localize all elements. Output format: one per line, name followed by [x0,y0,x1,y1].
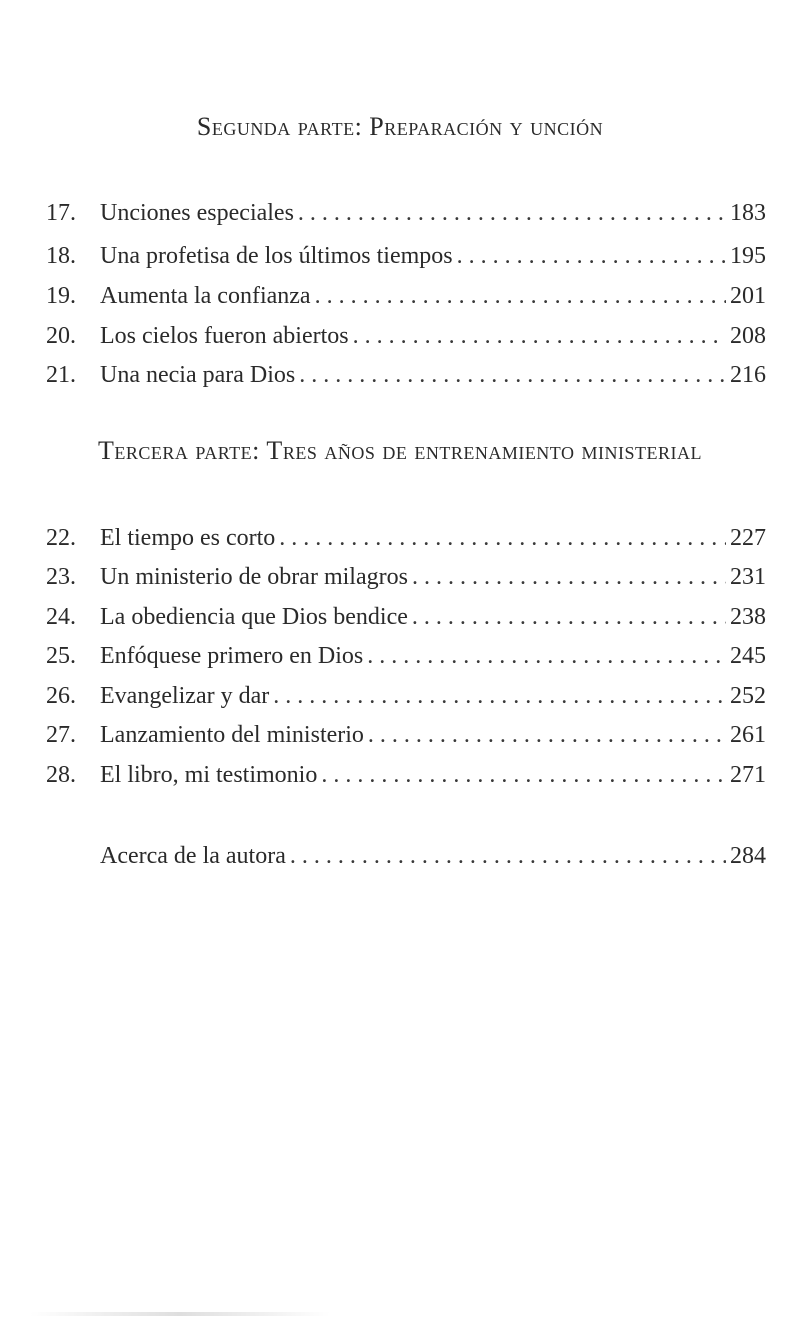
dot-leader [457,237,726,275]
entry-title: La obediencia que Dios bendice [100,604,408,630]
entry-title: Enfóquese primero en Dios [100,643,364,669]
toc-entry [46,356,766,394]
toc-entry-appendix [46,837,766,875]
entry-title: Una necia para Dios [100,362,296,388]
entry-page: 261 [730,722,766,748]
entry-page: 216 [730,362,766,388]
scan-smudge [30,1312,330,1316]
entry-number: 28. [46,762,76,788]
entry-number: 23. [46,564,76,590]
dot-leader [353,317,726,355]
entry-title: Acerca de la autora [100,843,286,869]
dot-leader [412,598,726,636]
section-title-tercera-parte: Tercera parte: Tres años de entrenamiento ministerial [98,436,702,465]
entry-number: 26. [46,683,76,709]
toc-entry [46,237,766,275]
dot-leader [279,519,726,557]
entry-title: Unciones especiales [100,200,294,226]
entry-page: 284 [730,843,766,869]
toc-entry [46,519,766,557]
entry-page: 238 [730,604,766,630]
entry-title: Un ministerio de obrar milagros [100,564,408,590]
entry-page: 201 [730,283,766,309]
entry-page: 195 [730,243,766,269]
toc-entry [46,194,766,232]
dot-leader [321,756,726,794]
entry-page: 252 [730,683,766,709]
toc-entry [46,558,766,596]
dot-leader [290,837,726,875]
entry-number: 22. [46,525,76,551]
dot-leader [298,194,726,232]
entry-number: 18. [46,243,76,269]
entry-title: El tiempo es corto [100,525,276,551]
entry-title: Aumenta la confianza [100,283,311,309]
entry-title: Evangelizar y dar [100,683,270,709]
entry-number: 25. [46,643,76,669]
entry-number: 17. [46,200,76,226]
section-title-segunda-parte: Segunda parte: Preparación y unción [196,112,604,141]
dot-leader [273,677,726,715]
toc-entry [46,677,766,715]
toc-entry [46,637,766,675]
entry-title: Los cielos fueron abiertos [100,323,349,349]
entry-title: El libro, mi testimonio [100,762,318,788]
dot-leader [315,277,726,315]
entry-page: 245 [730,643,766,669]
entry-page: 227 [730,525,766,551]
entry-page: 208 [730,323,766,349]
dot-leader [299,356,726,394]
toc-entry [46,756,766,794]
entry-number: 19. [46,283,76,309]
entry-page: 231 [730,564,766,590]
toc-entry [46,317,766,355]
entry-title: Una profetisa de los últimos tiempos [100,243,453,269]
entry-number: 24. [46,604,76,630]
entry-number: 27. [46,722,76,748]
entry-title: Lanzamiento del ministerio [100,722,364,748]
dot-leader [368,716,726,754]
toc-entry [46,716,766,754]
entry-number: 20. [46,323,76,349]
dot-leader [412,558,726,596]
dot-leader [367,637,726,675]
toc-entry [46,598,766,636]
toc-entry [46,277,766,315]
entry-page: 183 [730,200,766,226]
entry-number: 21. [46,362,76,388]
entry-page: 271 [730,762,766,788]
